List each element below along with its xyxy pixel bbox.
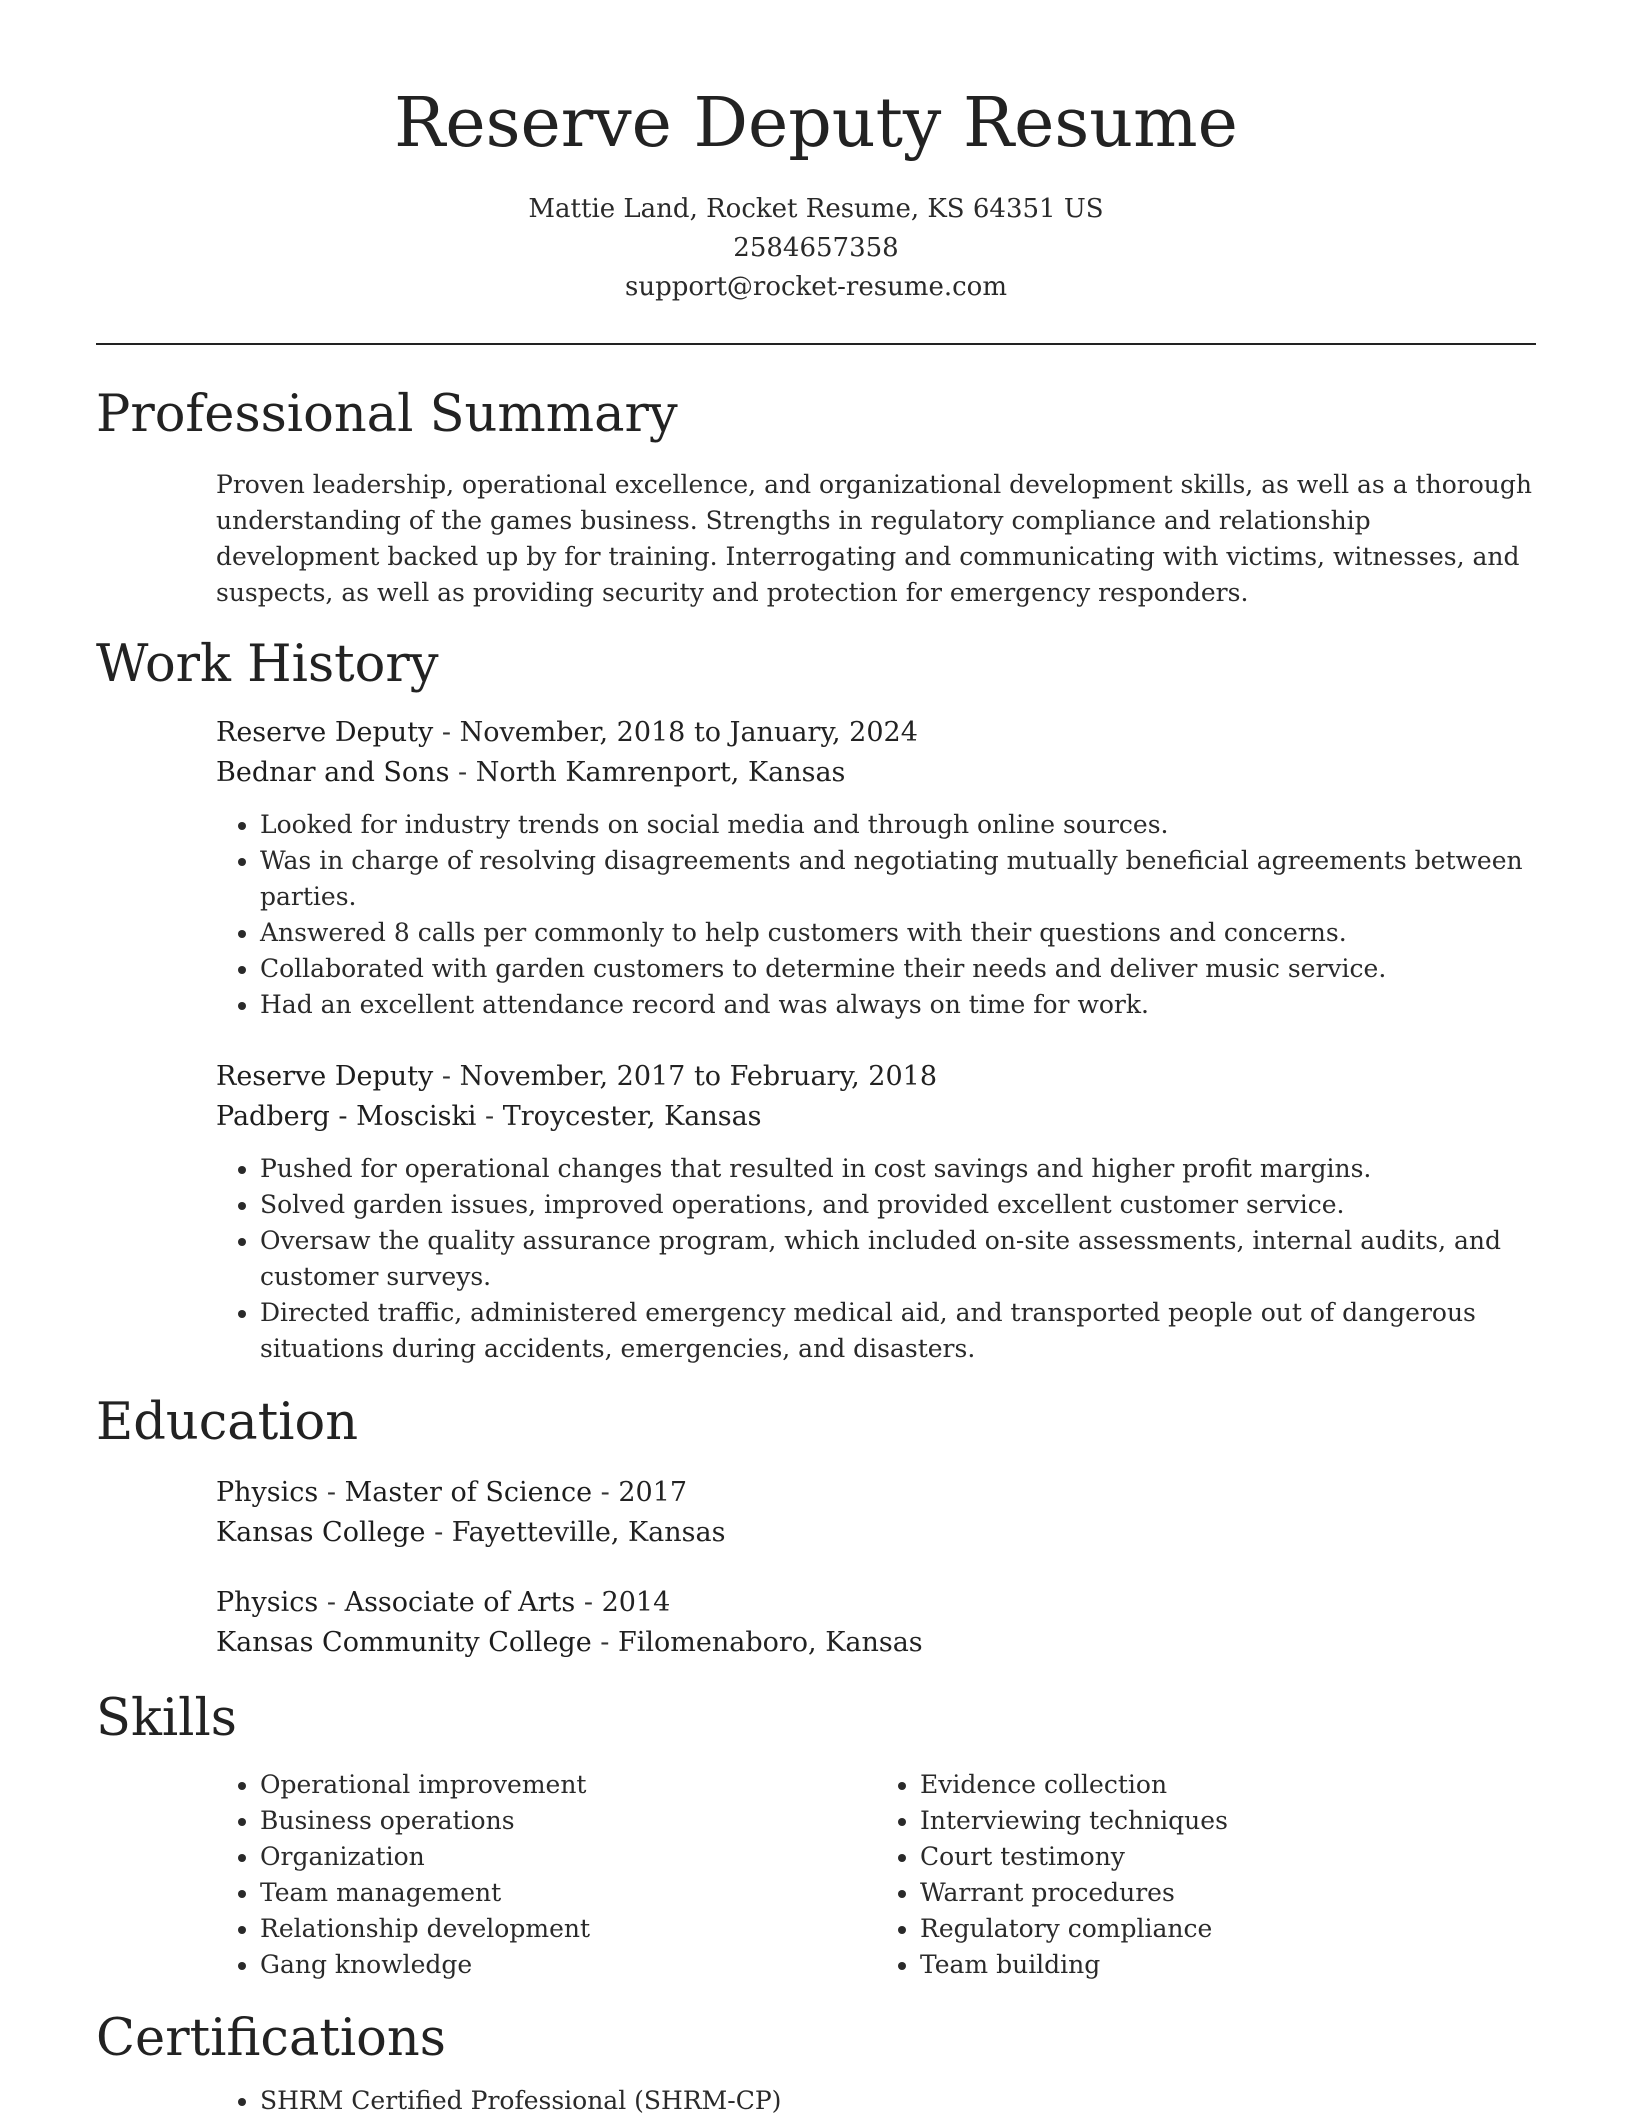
job-company: Bednar and Sons bbox=[216, 757, 450, 788]
skill-item: • Gang knowledge bbox=[260, 1947, 876, 1983]
header-divider bbox=[96, 343, 1536, 345]
summary-text: Proven leadership, operational excellence, and organizational development skills, as well as a thorough understanding of the games business. Strengths in regulatory compliance and relationship development backed up by for training. Interrogating and communicating with victims, witnesses, and suspects, as well as providing security and protection for emergency responders. bbox=[216, 470, 1532, 607]
separator: - bbox=[425, 1517, 452, 1548]
job-company-line bbox=[216, 753, 1536, 793]
education-entry bbox=[216, 1473, 1536, 1553]
job-role: Reserve Deputy bbox=[216, 717, 434, 748]
job-location: North Kamrenport, Kansas bbox=[475, 757, 846, 788]
job-title-line bbox=[216, 1057, 1536, 1097]
skills-grid bbox=[216, 1767, 1536, 1983]
job-role: Reserve Deputy bbox=[216, 1061, 434, 1092]
job-duty: • Collaborated with garden customers to determine their needs and deliver music service. bbox=[260, 951, 1536, 987]
certifications-list bbox=[216, 2083, 1536, 2119]
job-duty: • Looked for industry trends on social media and through online sources. bbox=[260, 807, 1536, 843]
skill-item: • Court testimony bbox=[920, 1839, 1536, 1875]
separator: - bbox=[318, 1477, 345, 1508]
contact-phone: 2584657358 bbox=[733, 233, 899, 263]
skills-list-left bbox=[216, 1767, 876, 1983]
summary-heading: Professional Summary bbox=[96, 385, 678, 444]
education-field: Physics bbox=[216, 1587, 319, 1618]
education-school: Kansas Community College bbox=[216, 1627, 592, 1658]
education-location: Filomenaboro, Kansas bbox=[618, 1627, 923, 1658]
job-location: Troycester, Kansas bbox=[502, 1101, 762, 1132]
separator: - bbox=[476, 1101, 503, 1132]
job-duty: • Directed traffic, administered emergency medical aid, and transported people out of dangerous situations during accidents, emergencies, and disasters. bbox=[260, 1295, 1536, 1367]
separator: - bbox=[592, 1477, 619, 1508]
contact-block bbox=[96, 190, 1536, 307]
education-school: Kansas College bbox=[216, 1517, 426, 1548]
job-dates: November, 2017 to February, 2018 bbox=[459, 1061, 937, 1092]
skill-item: • Business operations bbox=[260, 1803, 876, 1839]
contact-address: Mattie Land, Rocket Resume, KS 64351 US bbox=[528, 194, 1104, 224]
job-entry bbox=[216, 1057, 1536, 1367]
job-title-line bbox=[216, 713, 1536, 753]
education-year: 2017 bbox=[618, 1477, 688, 1508]
job-duty: • Was in charge of resolving disagreements and negotiating mutually beneficial agreements between parties. bbox=[260, 843, 1536, 915]
education-degree-line bbox=[216, 1473, 1536, 1513]
skill-item: • Organization bbox=[260, 1839, 876, 1875]
skill-item: • Team building bbox=[920, 1947, 1536, 1983]
job-dates: November, 2018 to January, 2024 bbox=[459, 717, 918, 748]
education-heading: Education bbox=[96, 1393, 359, 1452]
job-duty: • Had an excellent attendance record and was always on time for work. bbox=[260, 987, 1536, 1023]
education-year: 2014 bbox=[601, 1587, 671, 1618]
skill-item: • Operational improvement bbox=[260, 1767, 876, 1803]
skill-item: • Warrant procedures bbox=[920, 1875, 1536, 1911]
skills-list-right bbox=[876, 1767, 1536, 1983]
job-company-line bbox=[216, 1097, 1536, 1137]
job-company: Padberg - Mosciski bbox=[216, 1101, 477, 1132]
education-school-line bbox=[216, 1623, 1536, 1663]
skills-section bbox=[216, 1767, 1536, 1983]
job-duty: • Answered 8 calls per commonly to help customers with their questions and concerns. bbox=[260, 915, 1536, 951]
job-duty: • Solved garden issues, improved operations, and provided excellent customer service. bbox=[260, 1187, 1536, 1223]
education-degree: Master of Science bbox=[344, 1477, 593, 1508]
certification-item: • SHRM Certified Professional (SHRM-CP) bbox=[260, 2083, 1536, 2119]
education-location: Fayetteville, Kansas bbox=[451, 1517, 726, 1548]
education-section bbox=[216, 1473, 1536, 1663]
education-entry bbox=[216, 1583, 1536, 1663]
education-field: Physics bbox=[216, 1477, 319, 1508]
contact-email: support@rocket-resume.com bbox=[624, 272, 1007, 302]
job-duty: • Pushed for operational changes that resulted in cost savings and higher profit margins. bbox=[260, 1151, 1536, 1187]
education-degree: Associate of Arts bbox=[344, 1587, 576, 1618]
education-school-line bbox=[216, 1513, 1536, 1553]
separator: - bbox=[575, 1587, 602, 1618]
work-history-section bbox=[216, 713, 1536, 1367]
work-history-heading: Work History bbox=[96, 635, 439, 694]
skill-item: • Team management bbox=[260, 1875, 876, 1911]
job-duty: • Oversaw the quality assurance program, which included on-site assessments, internal audits, and customer surveys. bbox=[260, 1223, 1536, 1295]
separator: - bbox=[318, 1587, 345, 1618]
resume-header bbox=[96, 0, 1536, 307]
separator: - bbox=[591, 1627, 618, 1658]
skill-item: • Relationship development bbox=[260, 1911, 876, 1947]
skills-heading: Skills bbox=[96, 1689, 237, 1748]
certifications-heading: Certifications bbox=[96, 2009, 446, 2068]
separator: - bbox=[449, 757, 476, 788]
separator: - bbox=[433, 1061, 460, 1092]
job-duties-list bbox=[216, 807, 1536, 1023]
skill-item: • Evidence collection bbox=[920, 1767, 1536, 1803]
job-duties-list bbox=[216, 1151, 1536, 1367]
job-entry bbox=[216, 713, 1536, 1023]
certifications-section bbox=[216, 2083, 1536, 2119]
separator: - bbox=[433, 717, 460, 748]
summary-section bbox=[216, 467, 1536, 611]
resume-title: Reserve Deputy Resume bbox=[394, 84, 1238, 163]
skill-item: • Interviewing techniques bbox=[920, 1803, 1536, 1839]
skill-item: • Regulatory compliance bbox=[920, 1911, 1536, 1947]
education-degree-line bbox=[216, 1583, 1536, 1623]
